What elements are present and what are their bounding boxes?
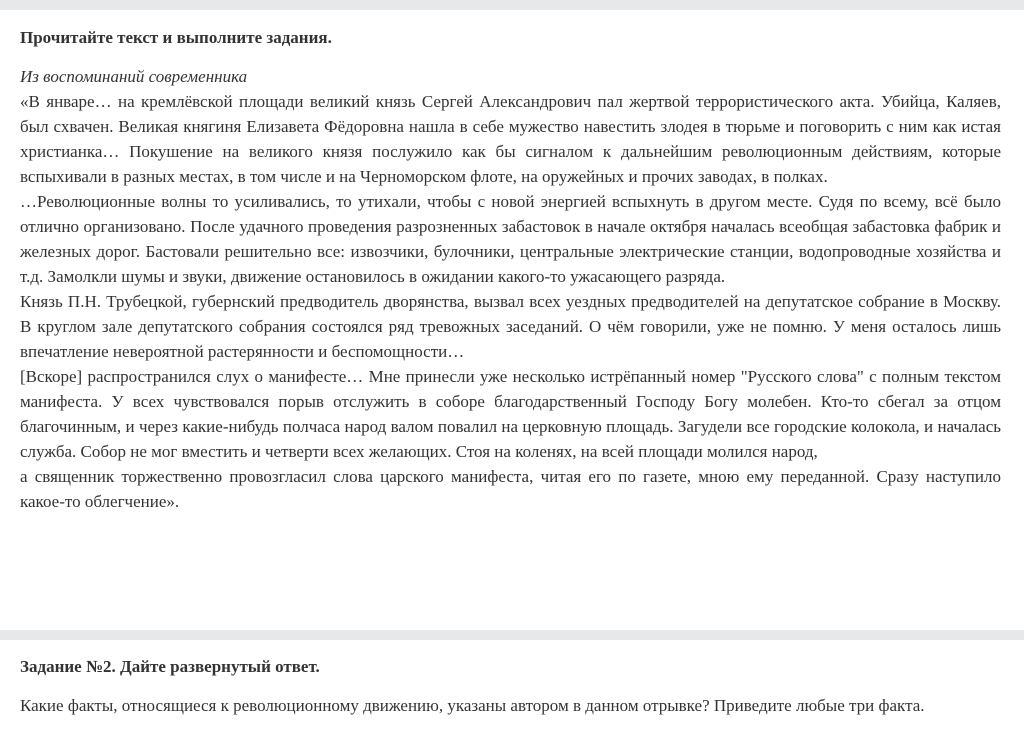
- task-section: [20, 654, 1001, 718]
- text-paragraph: …Революционные волны то усиливались, то утихали, чтобы с новой энергией вспыхнуть в другом месте. Судя по всему, всё было отлично организовано. После удачного проведения разрозненных забастовок в начале октября началась всеобщая забастовка фабрик и железных дорог. Бастовали решительно все: извозчики, булочники, центральные электрические станции, водопроводные хозяйства и т.д. Замолкли шумы и звуки, движение остановилось в ожидании какого-то ужасающего разряда.: [20, 192, 1001, 286]
- section-divider: [0, 630, 1024, 640]
- reading-heading: Прочитайте текст и выполните задания.: [20, 28, 332, 47]
- top-divider-bar: [0, 0, 1024, 10]
- text-paragraph: Князь П.Н. Трубецкой, губернский предводитель дворянства, вызвал всех уездных предводителей на депутатское собрание в Москву. В круглом зале депутатского собрания состоялся ряд тревожных заседаний. О чём говорили, уже не помню. У меня осталось лишь впечатление невероятной растерянности и беспомощности…: [20, 292, 1001, 361]
- reading-section: [20, 25, 1001, 514]
- text-paragraph: [Вскоре] распространился слух о манифесте… Мне принесли уже несколько истрёпанный номер "Русского слова" с полным текстом манифеста. У всех чувствовался порыв отслужить в соборе благодарственный Господу Богу молебен. Кто-то сбегал за отцом благочинным, и через какие-нибудь полчаса народ валом повалил на церковную площадь. Загудели все городские колокола, и началась служба. Собор не мог вместить и четверти всех желающих. Стоя на коленях, на всей площади молился народ,: [20, 367, 1001, 461]
- source-caption: Из воспоминаний современника: [20, 67, 248, 86]
- task-question: Какие факты, относящиеся к революционному движению, указаны автором в данном отрывке? Приведите любые три факта.: [20, 696, 925, 715]
- text-paragraph: а священник торжественно провозгласил слова царского манифеста, читая его по газете, мною ему переданной. Сразу наступило какое-то облегчение».: [20, 467, 1001, 511]
- task-heading: Задание №2. Дайте развернутый ответ.: [20, 657, 320, 676]
- text-paragraph: «В январе… на кремлёвской площади великий князь Сергей Александрович пал жертвой террористического акта. Убийца, Каляев, был схвачен. Великая княгиня Елизавета Фёдоровна нашла в себе мужество навестить злодея в тюрьме и поговорить с ним как истая христианка… Покушение на великого князя послужило как бы сигналом к дальнейшим революционным действиям, которые вспыхивали в разных местах, в том числе и на Черноморском флоте, на оружейных и прочих заводах, в полках.: [20, 92, 1001, 186]
